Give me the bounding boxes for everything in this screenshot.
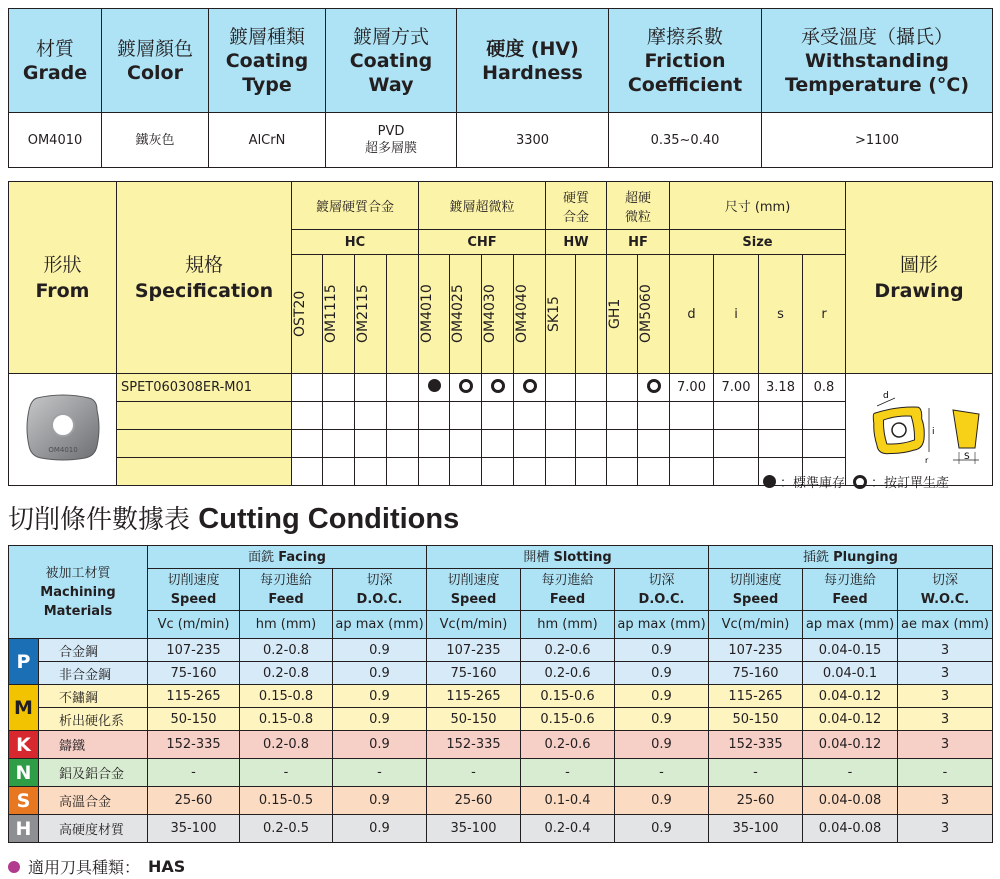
grade-col bbox=[576, 255, 607, 374]
order-circle-icon bbox=[459, 379, 473, 393]
condition-value: 0.2-0.8 bbox=[240, 731, 333, 759]
svg-text:r: r bbox=[925, 455, 929, 465]
subhead-cell: 每刃進給 Feed bbox=[803, 569, 898, 611]
unit-cell: Vc(m/min) bbox=[709, 611, 803, 639]
material-name: 高溫合金 bbox=[39, 787, 148, 815]
availability-legend bbox=[763, 472, 949, 491]
condition-value: 3 bbox=[898, 731, 993, 759]
condition-value: 0.15-0.6 bbox=[521, 708, 615, 731]
cutting-conditions-table bbox=[8, 545, 993, 843]
material-row bbox=[9, 787, 993, 815]
header-color: 鍍層顏色 Color bbox=[102, 9, 209, 113]
condition-value: - bbox=[898, 759, 993, 787]
unit-cell: hm (mm) bbox=[240, 611, 333, 639]
group-hf-zh: 超硬 微粒 bbox=[607, 182, 670, 230]
grade-col: OM2115 bbox=[355, 255, 387, 374]
op-plunging: 插銑 Plunging bbox=[709, 546, 993, 569]
legend-stock-label: ：標準庫存 bbox=[780, 476, 846, 491]
grade-properties-table bbox=[8, 8, 993, 168]
condition-value: 152-335 bbox=[148, 731, 240, 759]
grade-col: OM4040 bbox=[514, 255, 546, 374]
condition-value: 0.9 bbox=[333, 662, 427, 685]
applicable-tool-value: HAS bbox=[148, 857, 186, 876]
material-row bbox=[9, 815, 993, 843]
coating-way-value: PVD 超多層膜 bbox=[326, 113, 457, 168]
insert-drawing-icon bbox=[849, 386, 989, 470]
condition-value: 3 bbox=[898, 662, 993, 685]
drawing-header: 圖形 Drawing bbox=[846, 182, 993, 374]
avail-cell bbox=[546, 374, 576, 402]
grade-col: GH1 bbox=[607, 255, 638, 374]
condition-value: 35-100 bbox=[148, 815, 240, 843]
grade-col: OM4010 bbox=[419, 255, 450, 374]
condition-value: 0.9 bbox=[615, 639, 709, 662]
condition-value: 152-335 bbox=[427, 731, 521, 759]
condition-value: 107-235 bbox=[427, 639, 521, 662]
avail-cell bbox=[576, 374, 607, 402]
condition-value: - bbox=[615, 759, 709, 787]
material-row bbox=[9, 662, 993, 685]
material-name: 不鏽鋼 bbox=[39, 685, 148, 708]
group-hc-code: HC bbox=[292, 230, 419, 255]
size-d-value: 7.00 bbox=[670, 374, 714, 402]
spec-empty bbox=[117, 430, 292, 458]
stock-dot-icon bbox=[428, 379, 441, 392]
condition-value: - bbox=[521, 759, 615, 787]
spec-empty bbox=[117, 402, 292, 430]
condition-value: 0.9 bbox=[615, 731, 709, 759]
size-col-d: d bbox=[670, 255, 714, 374]
grade-col bbox=[387, 255, 419, 374]
condition-value: - bbox=[148, 759, 240, 787]
condition-value: 0.15-0.5 bbox=[240, 787, 333, 815]
subhead-cell: 每刃進給 Feed bbox=[521, 569, 615, 611]
condition-value: 0.9 bbox=[615, 662, 709, 685]
grade-col: OM4030 bbox=[482, 255, 514, 374]
condition-value: 50-150 bbox=[148, 708, 240, 731]
op-facing: 面銑 Facing bbox=[148, 546, 427, 569]
bullet-icon bbox=[8, 861, 20, 873]
condition-value: 0.9 bbox=[615, 685, 709, 708]
insert-drawing bbox=[846, 374, 993, 486]
condition-value: 107-235 bbox=[709, 639, 803, 662]
condition-value: - bbox=[803, 759, 898, 787]
size-col-r: r bbox=[803, 255, 846, 374]
condition-value: 115-265 bbox=[709, 685, 803, 708]
header-coating-way: 鍍層方式 Coating Way bbox=[326, 9, 457, 113]
condition-value: 0.9 bbox=[333, 685, 427, 708]
condition-value: 0.9 bbox=[333, 639, 427, 662]
group-hc-zh: 鍍層硬質合金 bbox=[292, 182, 419, 230]
material-row bbox=[9, 639, 993, 662]
condition-value: 75-160 bbox=[709, 662, 803, 685]
friction-value: 0.35~0.40 bbox=[609, 113, 762, 168]
condition-value: 107-235 bbox=[148, 639, 240, 662]
spec-header: 規格 Specification bbox=[117, 182, 292, 374]
size-col-s: s bbox=[759, 255, 803, 374]
material-name: 非合金鋼 bbox=[39, 662, 148, 685]
condition-value: 115-265 bbox=[427, 685, 521, 708]
avail-om4010 bbox=[419, 374, 450, 402]
condition-value: 0.2-0.6 bbox=[521, 639, 615, 662]
unit-cell: ap max (mm) bbox=[333, 611, 427, 639]
avail-cell bbox=[292, 374, 323, 402]
order-circle-icon bbox=[647, 379, 661, 393]
subhead-cell: 每刃進給 Feed bbox=[240, 569, 333, 611]
iso-category-k: K bbox=[9, 731, 39, 759]
material-row bbox=[9, 708, 993, 731]
condition-value: 0.04-0.12 bbox=[803, 731, 898, 759]
unit-cell: ap max (mm) bbox=[803, 611, 898, 639]
condition-value: 0.9 bbox=[333, 815, 427, 843]
grade-col: OM5060 bbox=[638, 255, 670, 374]
insert-photo-icon bbox=[23, 390, 103, 466]
condition-value: 115-265 bbox=[148, 685, 240, 708]
iso-category-h: H bbox=[9, 815, 39, 843]
order-circle-icon bbox=[853, 475, 867, 489]
group-hf-code: HF bbox=[607, 230, 670, 255]
unit-cell: ap max (mm) bbox=[615, 611, 709, 639]
condition-value: - bbox=[240, 759, 333, 787]
group-chf-zh: 鍍層超微粒 bbox=[419, 182, 546, 230]
condition-value: 0.2-0.4 bbox=[521, 815, 615, 843]
condition-value: 0.9 bbox=[615, 787, 709, 815]
specification-table bbox=[8, 181, 993, 486]
material-name: 高硬度材質 bbox=[39, 815, 148, 843]
avail-cell bbox=[387, 374, 419, 402]
iso-category-m: M bbox=[9, 685, 39, 731]
iso-category-n: N bbox=[9, 759, 39, 787]
material-header: 被加工材質 Machining Materials bbox=[9, 546, 148, 639]
condition-value: 0.04-0.08 bbox=[803, 787, 898, 815]
condition-value: 50-150 bbox=[427, 708, 521, 731]
order-circle-icon bbox=[491, 379, 505, 393]
coating-type-value: AlCrN bbox=[209, 113, 326, 168]
condition-value: 0.2-0.6 bbox=[521, 662, 615, 685]
temperature-value: >1100 bbox=[762, 113, 993, 168]
avail-om4030 bbox=[482, 374, 514, 402]
header-hardness: 硬度 (HV) Hardness bbox=[457, 9, 609, 113]
condition-value: - bbox=[333, 759, 427, 787]
subhead-cell: 切削速度 Speed bbox=[427, 569, 521, 611]
op-slotting: 開槽 Slotting bbox=[427, 546, 709, 569]
material-name: 鋁及鋁合金 bbox=[39, 759, 148, 787]
condition-value: - bbox=[427, 759, 521, 787]
material-row bbox=[9, 759, 993, 787]
condition-value: 0.2-0.8 bbox=[240, 639, 333, 662]
material-name: 析出硬化系 bbox=[39, 708, 148, 731]
unit-cell: hm (mm) bbox=[521, 611, 615, 639]
condition-value: 0.9 bbox=[333, 787, 427, 815]
shape-header: 形狀 From bbox=[9, 182, 117, 374]
condition-value: 0.04-0.15 bbox=[803, 639, 898, 662]
material-row bbox=[9, 731, 993, 759]
condition-value: 75-160 bbox=[427, 662, 521, 685]
group-hw-zh: 硬質 合金 bbox=[546, 182, 607, 230]
condition-value: 0.04-0.12 bbox=[803, 708, 898, 731]
grade-value: OM4010 bbox=[9, 113, 102, 168]
condition-value: 0.1-0.4 bbox=[521, 787, 615, 815]
legend-order-label: ：按訂單生產 bbox=[871, 476, 950, 491]
unit-cell: ae max (mm) bbox=[898, 611, 993, 639]
condition-value: 25-60 bbox=[709, 787, 803, 815]
header-temperature: 承受溫度（攝氏） Withstanding Temperature (°C) bbox=[762, 9, 993, 113]
spec-empty bbox=[117, 458, 292, 486]
color-value: 鐵灰色 bbox=[102, 113, 209, 168]
condition-value: 75-160 bbox=[148, 662, 240, 685]
stock-dot-icon bbox=[763, 475, 776, 488]
svg-text:S: S bbox=[964, 451, 970, 462]
grade-col: OST20 bbox=[292, 255, 323, 374]
condition-value: 3 bbox=[898, 708, 993, 731]
subhead-cell: 切深 D.O.C. bbox=[615, 569, 709, 611]
condition-value: - bbox=[709, 759, 803, 787]
avail-cell bbox=[355, 374, 387, 402]
condition-value: 152-335 bbox=[709, 731, 803, 759]
size-s-value: 3.18 bbox=[759, 374, 803, 402]
hardness-value: 3300 bbox=[457, 113, 609, 168]
grade-col: OM1115 bbox=[323, 255, 355, 374]
condition-value: 3 bbox=[898, 815, 993, 843]
condition-value: 0.9 bbox=[333, 708, 427, 731]
subhead-cell: 切深 W.O.C. bbox=[898, 569, 993, 611]
svg-text:d: d bbox=[883, 390, 889, 401]
condition-value: 0.15-0.8 bbox=[240, 708, 333, 731]
condition-value: 3 bbox=[898, 787, 993, 815]
condition-value: 0.04-0.12 bbox=[803, 685, 898, 708]
avail-cell bbox=[607, 374, 638, 402]
header-coating-type: 鍍層種類 Coating Type bbox=[209, 9, 326, 113]
cutting-conditions-title: 切削條件數據表 Cutting Conditions bbox=[8, 503, 460, 535]
subhead-cell: 切削速度 Speed bbox=[709, 569, 803, 611]
grade-col: OM4025 bbox=[450, 255, 482, 374]
size-i-value: 7.00 bbox=[714, 374, 759, 402]
iso-category-s: S bbox=[9, 787, 39, 815]
material-row bbox=[9, 685, 993, 708]
applicable-tool-label: 適用刀具種類： bbox=[28, 858, 141, 877]
unit-cell: Vc(m/min) bbox=[427, 611, 521, 639]
condition-value: 25-60 bbox=[148, 787, 240, 815]
header-friction: 摩擦系數 Friction Coefficient bbox=[609, 9, 762, 113]
avail-om5060 bbox=[638, 374, 670, 402]
avail-om4040 bbox=[514, 374, 546, 402]
condition-value: 0.15-0.6 bbox=[521, 685, 615, 708]
avail-cell bbox=[323, 374, 355, 402]
size-header-zh: 尺寸 (mm) bbox=[670, 182, 846, 230]
group-hw-code: HW bbox=[546, 230, 607, 255]
size-r-value: 0.8 bbox=[803, 374, 846, 402]
insert-image bbox=[9, 374, 117, 486]
size-col-i: i bbox=[714, 255, 759, 374]
material-name: 鑄鐵 bbox=[39, 731, 148, 759]
condition-value: 0.9 bbox=[615, 815, 709, 843]
spec-value: SPET060308ER-M01 bbox=[117, 374, 292, 402]
subhead-cell: 切削速度 Speed bbox=[148, 569, 240, 611]
svg-text:i: i bbox=[932, 426, 935, 437]
condition-value: 0.9 bbox=[615, 708, 709, 731]
condition-value: 0.2-0.5 bbox=[240, 815, 333, 843]
header-grade: 材質 Grade bbox=[9, 9, 102, 113]
material-name: 合金鋼 bbox=[39, 639, 148, 662]
condition-value: 0.04-0.1 bbox=[803, 662, 898, 685]
iso-category-p: P bbox=[9, 639, 39, 685]
condition-value: 35-100 bbox=[709, 815, 803, 843]
condition-value: 50-150 bbox=[709, 708, 803, 731]
svg-text:OM4010: OM4010 bbox=[47, 445, 78, 454]
applicable-tool-note bbox=[8, 855, 185, 878]
condition-value: 25-60 bbox=[427, 787, 521, 815]
condition-value: 0.2-0.6 bbox=[521, 731, 615, 759]
condition-value: 35-100 bbox=[427, 815, 521, 843]
grade-col: SK15 bbox=[546, 255, 576, 374]
condition-value: 0.9 bbox=[333, 731, 427, 759]
unit-cell: Vc (m/min) bbox=[148, 611, 240, 639]
order-circle-icon bbox=[523, 379, 537, 393]
group-chf-code: CHF bbox=[419, 230, 546, 255]
condition-value: 0.15-0.8 bbox=[240, 685, 333, 708]
condition-value: 3 bbox=[898, 639, 993, 662]
avail-om4025 bbox=[450, 374, 482, 402]
condition-value: 0.04-0.08 bbox=[803, 815, 898, 843]
size-header-en: Size bbox=[670, 230, 846, 255]
subhead-cell: 切深 D.O.C. bbox=[333, 569, 427, 611]
condition-value: 3 bbox=[898, 685, 993, 708]
condition-value: 0.2-0.8 bbox=[240, 662, 333, 685]
